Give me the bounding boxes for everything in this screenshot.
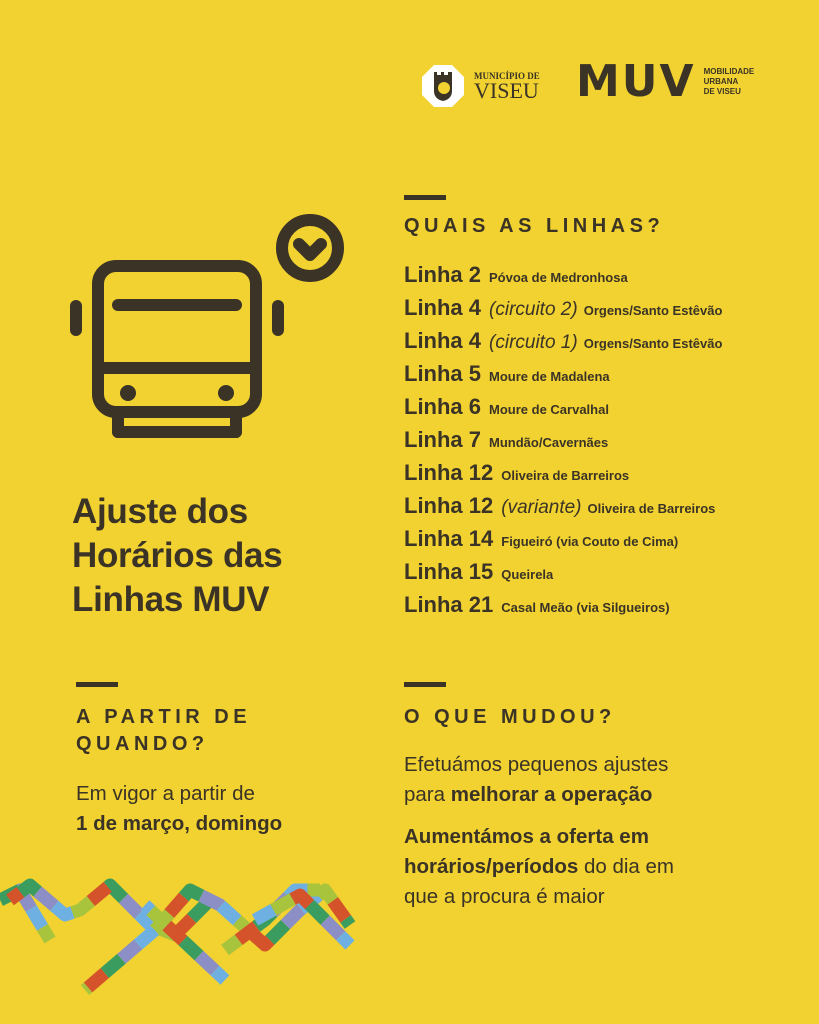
when-heading-1: A PARTIR DE [76,706,252,728]
line-number: Linha 4 [404,295,482,320]
lines-heading: QUAIS AS LINHAS? [404,215,665,237]
line-number: Linha 12 [404,493,494,518]
line-item [404,394,722,427]
line-item [404,493,722,526]
title-line-2: Horários das [72,536,283,575]
lines-list [404,262,722,625]
what-p1b-pre: para [404,783,451,806]
page-title [72,490,282,622]
what-p2a: Aumentámos a oferta em [404,825,649,848]
line-item [404,559,722,592]
muv-logo [576,56,755,107]
line-variant: (variante) [501,497,582,518]
line-number: Linha 6 [404,394,482,419]
line-item [404,460,722,493]
line-item [404,328,722,361]
when-text [76,779,282,839]
line-destination: Orgens/Santo Estêvão [583,303,723,318]
what-p1: Efetuámos pequenos ajustes [404,753,669,776]
muv-wordmark: MUV [576,56,696,107]
line-destination: Casal Meão (via Silgueiros) [501,600,670,615]
muv-sub-1: MOBILIDADE [703,67,755,76]
line-item [404,427,722,460]
line-destination: Figueiró (via Couto de Cima) [501,534,679,549]
viseu-label: VISEU [474,78,539,103]
line-number: Linha 2 [404,262,482,287]
what-p2c: do dia em [578,855,675,878]
what-p1b: melhorar a operação [450,783,653,806]
line-number: Linha 14 [404,526,494,551]
decorative-route-lines [0,870,370,1000]
when-text-line: Em vigor a partir de [76,782,255,805]
title-line-3: Linhas MUV [72,580,270,619]
line-number: Linha 4 [404,328,482,353]
when-heading-2: QUANDO? [76,733,209,755]
municipio-viseu-logo [420,63,540,109]
bus-clock-icon [66,210,346,445]
line-destination: Moure de Carvalhal [489,402,609,417]
municipio-label: MUNICÍPIO DE [474,71,540,81]
title-line-1: Ajuste dos [72,492,248,531]
line-item [404,592,722,625]
line-variant: (circuito 1) [489,332,578,353]
line-destination: Moure de Madalena [489,369,610,384]
when-heading [76,704,251,758]
what-p2d: que a procura é maior [404,885,605,908]
line-variant: (circuito 2) [489,299,578,320]
divider [76,682,118,687]
divider [404,682,446,687]
line-item [404,361,722,394]
what-heading: O QUE MUDOU? [404,706,616,728]
line-destination: Queirela [501,567,554,582]
line-destination: Póvoa de Medronhosa [489,270,628,285]
line-item [404,262,722,295]
line-destination: Mundão/Cavernães [489,435,609,450]
what-text [404,750,674,912]
line-number: Linha 5 [404,361,482,386]
line-item [404,526,722,559]
line-number: Linha 7 [404,427,482,452]
line-number: Linha 21 [404,592,494,617]
line-destination: Oliveira de Barreiros [501,468,630,483]
line-destination: Orgens/Santo Estêvão [583,336,723,351]
divider [404,195,446,200]
what-p2b: horários/períodos [404,855,579,878]
line-destination: Oliveira de Barreiros [587,501,716,516]
line-item [404,295,722,328]
muv-sub-3: DE VISEU [703,87,741,96]
line-number: Linha 12 [404,460,494,485]
muv-sub-2: URBANA [703,77,739,86]
when-date: 1 de março, domingo [76,812,283,835]
line-number: Linha 15 [404,559,494,584]
viseu-crest-icon [420,63,466,109]
